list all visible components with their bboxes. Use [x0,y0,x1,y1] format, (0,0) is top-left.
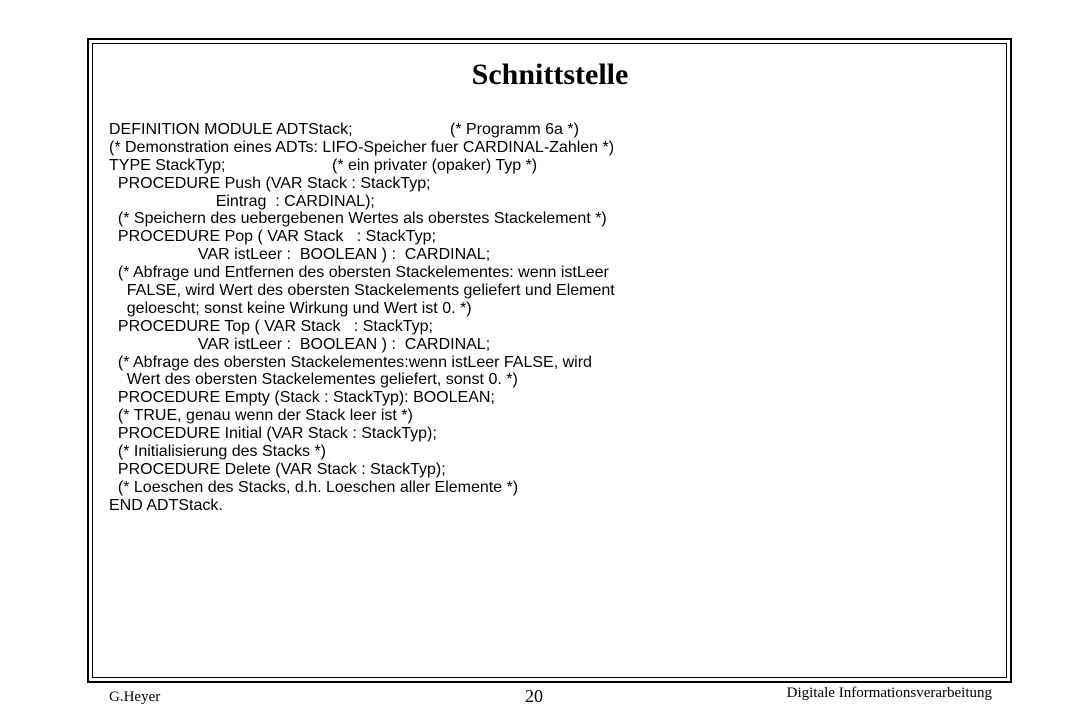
code-line [109,193,615,211]
code-text: (* Demonstration eines ADTs: LIFO-Speicher fuer CARDINAL-Zahlen *) [109,138,615,156]
code-line [109,121,615,139]
code-line [109,264,615,282]
code-line [109,282,615,300]
code-line [109,210,615,228]
code-comment: (* Programm 6a *) [450,121,579,138]
code-text: PROCEDURE Delete (VAR Stack : StackTyp); [109,460,446,478]
code-line [109,354,615,372]
code-line [109,425,615,443]
code-text: Wert des obersten Stackelementes geliefert, sonst 0. *) [109,371,518,389]
page-number: 20 [525,686,543,706]
code-line [109,443,615,461]
code-line [109,175,615,193]
code-text: END ADTStack. [109,496,223,514]
code-text: VAR istLeer : BOOLEAN ) : CARDINAL; [109,246,491,264]
footer-course: Digitale Informationsverarbeitung [786,685,992,701]
code-text: DEFINITION MODULE ADTStack; [109,121,353,138]
code-text: geloescht; sonst keine Wirkung und Wert ist 0. *) [109,299,472,317]
code-line [109,318,615,336]
code-text: (* TRUE, genau wenn der Stack leer ist *) [109,407,413,425]
code-text: PROCEDURE Top ( VAR Stack : StackTyp; [109,317,433,335]
code-text: (* Abfrage des obersten Stackelementes:wenn istLeer FALSE, wird [109,353,592,371]
code-text: Eintrag : CARDINAL); [109,192,375,210]
code-text: (* Loeschen des Stacks, d.h. Loeschen aller Elemente *) [109,478,519,496]
code-line [109,246,615,264]
code-text: PROCEDURE Empty (Stack : StackTyp): BOOLEAN; [109,389,495,407]
code-line [109,479,615,497]
code-line [109,461,615,479]
code-text: PROCEDURE Pop ( VAR Stack : StackTyp; [109,228,436,246]
code-line [109,371,615,389]
code-text: TYPE StackTyp; [109,156,226,174]
code-text: VAR istLeer : BOOLEAN ) : CARDINAL; [109,335,491,353]
code-text: (* Abfrage und Entfernen des obersten Stackelementes: wenn istLeer [109,264,609,282]
code-line [109,497,615,515]
code-line [109,407,615,425]
code-text: (* Initialisierung des Stacks *) [109,443,326,461]
code-text: (* Speichern des uebergebenen Wertes als oberstes Stackelement *) [109,210,607,228]
code-line [109,228,615,246]
slide-title: Schnittstelle [471,58,629,91]
code-line [109,157,615,175]
code-comment: (* ein privater (opaker) Typ *) [332,156,538,174]
code-line [109,389,615,407]
code-line [109,139,615,157]
code-block [109,121,615,515]
code-text: PROCEDURE Push (VAR Stack : StackTyp; [109,174,431,192]
code-text: FALSE, wird Wert des obersten Stackelements geliefert und Element [109,282,615,300]
code-text: PROCEDURE Initial (VAR Stack : StackTyp); [109,425,437,443]
code-line [109,300,615,318]
footer-author: G.Heyer [109,689,161,705]
code-line [109,336,615,354]
